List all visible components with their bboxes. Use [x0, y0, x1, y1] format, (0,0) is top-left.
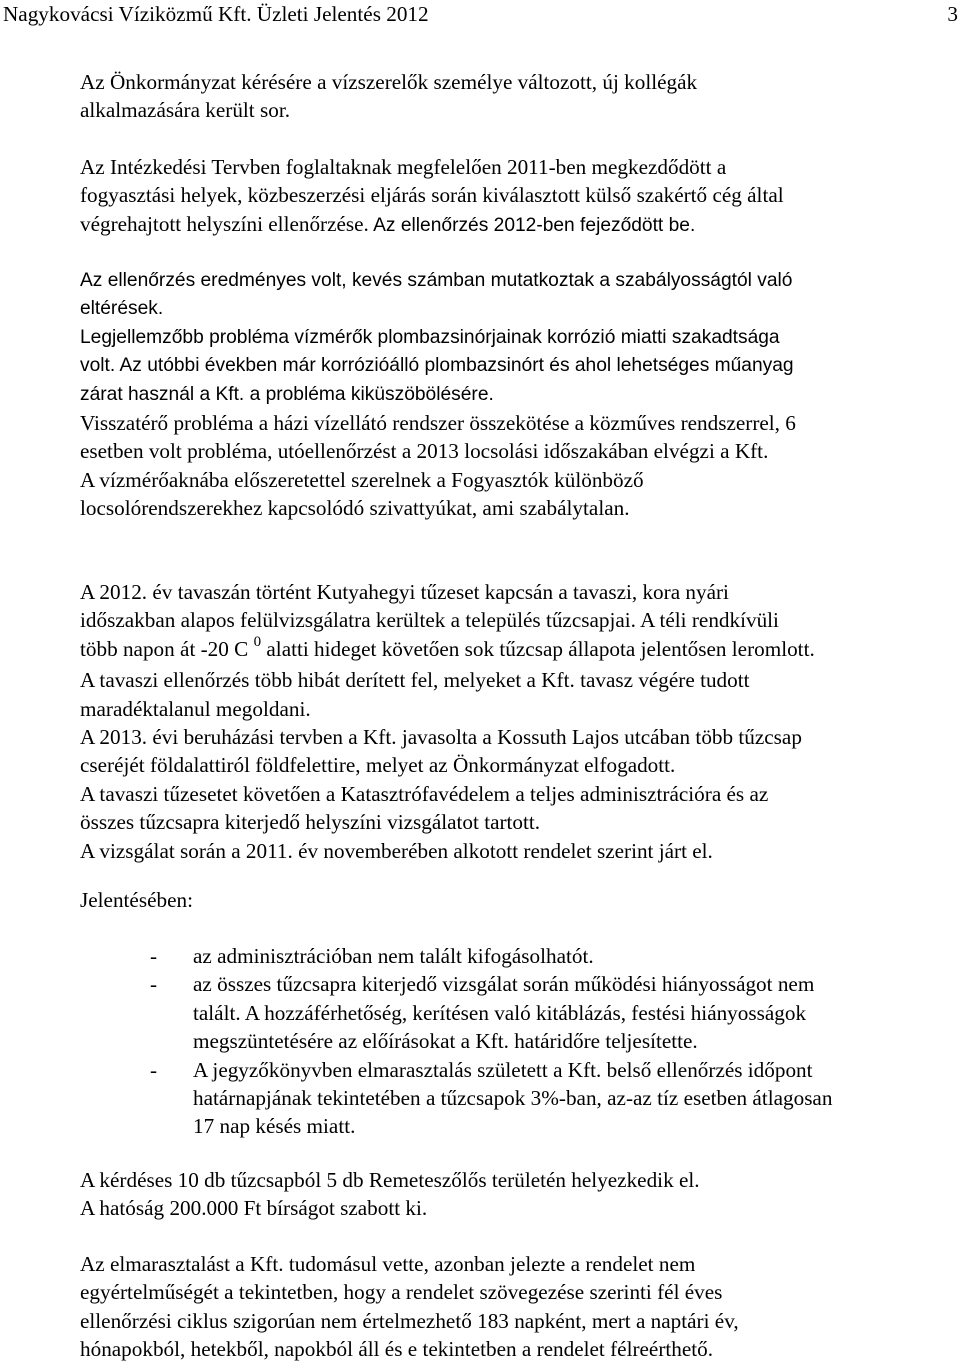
text-line: A vízmérőaknába előszeretettel szerelnek a Fogyasztók különböző — [80, 467, 644, 492]
text-line: időszakban alapos felülvizsgálatra kerültek a település tűzcsapjai. A téli rendkívüli — [80, 608, 779, 633]
text-line: A jegyzőkönyvben elmarasztalás született a Kft. belső ellenőrzés időpont — [193, 1057, 813, 1082]
text-segment: több napon át -20 C — [80, 636, 254, 661]
list-dash: - — [150, 972, 158, 997]
text-line: egyértelműségét a tekintetben, hogy a rendelet szövegezése szerinti fél éves — [80, 1280, 723, 1305]
text-line: A tavaszi tűzesetet követően a Katasztrófavédelem a teljes adminisztrációra és az — [80, 781, 769, 806]
text-line: A tavaszi ellenőrzés több hibát derített fel, melyeket a Kft. tavasz végére tudott — [80, 668, 750, 693]
paragraph-inspection-plan — [80, 153, 950, 240]
text-line: A 2013. évi beruházási tervben a Kft. javasolta a Kossuth Lajos utcában több tűzcsap — [80, 725, 802, 750]
text-line: zárat használ a Kft. a probléma kiküszöbölésére. — [80, 383, 494, 405]
report-label — [80, 886, 950, 914]
text-line: határnapjának tekintetében a tűzcsapok 3%-ban, az-az tíz esetben átlagosan — [193, 1086, 833, 1111]
text-line: fogyasztási helyek, közbeszerzési eljárás során kiválasztott külső szakértő cég által — [80, 183, 784, 208]
list-dash: - — [150, 1057, 158, 1082]
text-line: eltérések. — [80, 298, 164, 320]
paragraph-recurring-problems — [80, 409, 950, 523]
text-segment: Az utóbbi években már korrózióálló plombazsinórt és ahol lehetséges műanyag — [115, 355, 794, 377]
paragraph-inspection-results — [80, 267, 950, 409]
list-item — [80, 942, 950, 970]
text-line: A hatóság 200.000 Ft bírságot szabott ki. — [80, 1196, 428, 1221]
text-segment: volt. — [80, 355, 116, 377]
paragraph-hydrants — [80, 578, 950, 865]
text-line: az összes tűzcsapra kiterjedő vizsgálat során működési hiányosságot nem — [193, 972, 815, 997]
header-title: Nagykovácsi Víziközmű Kft. Üzleti Jelentés 2012 — [3, 2, 429, 26]
text-line: 17 nap késés miatt. — [193, 1114, 356, 1139]
text-segment: alatti hideget követően sok tűzcsap állapota jelentősen leromlott. — [261, 636, 815, 661]
text-line: összes tűzcsapra kiterjedő helyszíni vizsgálatot tartott. — [80, 810, 541, 835]
list-dash: - — [150, 944, 158, 968]
text-line: maradéktalanul megoldani. — [80, 696, 311, 721]
paragraph-objection — [80, 1250, 950, 1364]
text-line: A vizsgálat során a 2011. év novemberében alkotott rendelet szerint járt el. — [80, 838, 713, 863]
text-line: A kérdéses 10 db tűzcsapból 5 db Remeteszőlős területén helyezkedik el. — [80, 1168, 700, 1192]
text-line: Az elmarasztalást a Kft. tudomásul vette, azonban jelezte a rendelet nem — [80, 1252, 696, 1276]
text-line: locsolórendszerekhez kapcsolódó szivattyúkat, ami szabálytalan. — [80, 496, 630, 521]
findings-list — [80, 942, 950, 1141]
paragraph-fine — [80, 1166, 950, 1223]
text-line: A 2012. év tavaszán történt Kutyahegyi tűzeset kapcsán a tavaszi, kora nyári — [80, 580, 729, 604]
text-line: Visszatérő probléma a házi vízellátó rendszer összekötése a közműves rendszerrel, 6 — [80, 411, 796, 435]
list-item — [80, 1056, 950, 1141]
text-line: megszüntetésére az előírásokat a Kft. határidőre teljesítette. — [193, 1029, 698, 1054]
text-line: az adminisztrációban nem talált kifogásolhatót. — [193, 944, 594, 968]
text-line: ellenőrzési ciklus szigorúan nem értelmezhető 183 napként, mert a naptári év, — [80, 1308, 739, 1333]
paragraph-staff-change — [80, 68, 950, 125]
text-segment: végrehajtott helyszíni ellenőrzése. — [80, 211, 369, 236]
text-line — [80, 210, 950, 240]
page-header — [3, 0, 958, 30]
list-item — [80, 970, 950, 1055]
text-segment: Az ellenőrzés 2012-ben fejeződött be. — [368, 214, 696, 236]
superscript: 0 — [253, 633, 262, 650]
text-line: alkalmazására került sor. — [80, 98, 291, 123]
page-number: 3 — [947, 2, 958, 26]
text-line: Az Önkormányzat kérésére a vízszerelők személye változott, új kollégák — [80, 70, 698, 94]
text-line: talált. A hozzáférhetőség, kerítésen való kitáblázás, festési hiányosságok — [193, 1000, 807, 1025]
text-line: Az ellenőrzés eredményes volt, kevés számban mutatkoztak a szabályosságtól való — [80, 270, 793, 291]
text-line: hónapokból, hetekből, napokból áll és e tekintetben a rendelet félreérthető. — [80, 1337, 714, 1362]
text-line — [80, 352, 950, 380]
text-line — [80, 635, 950, 666]
text-line: esetben volt probléma, utóellenőrzést a 2013 locsolási időszakában elvégzi a Kft. — [80, 439, 769, 464]
text-line: cseréjét földalattiról földfelettire, melyet az Önkormányzat elfogadott. — [80, 753, 676, 778]
text-line: Az Intézkedési Tervben foglaltaknak megfelelően 2011-ben megkezdődött a — [80, 155, 727, 179]
text-line: Jelentésében: — [80, 888, 193, 912]
text-line: Legjellemzőbb probléma vízmérők plombazsinórjainak korrózió miatti szakadtsága — [80, 326, 780, 348]
